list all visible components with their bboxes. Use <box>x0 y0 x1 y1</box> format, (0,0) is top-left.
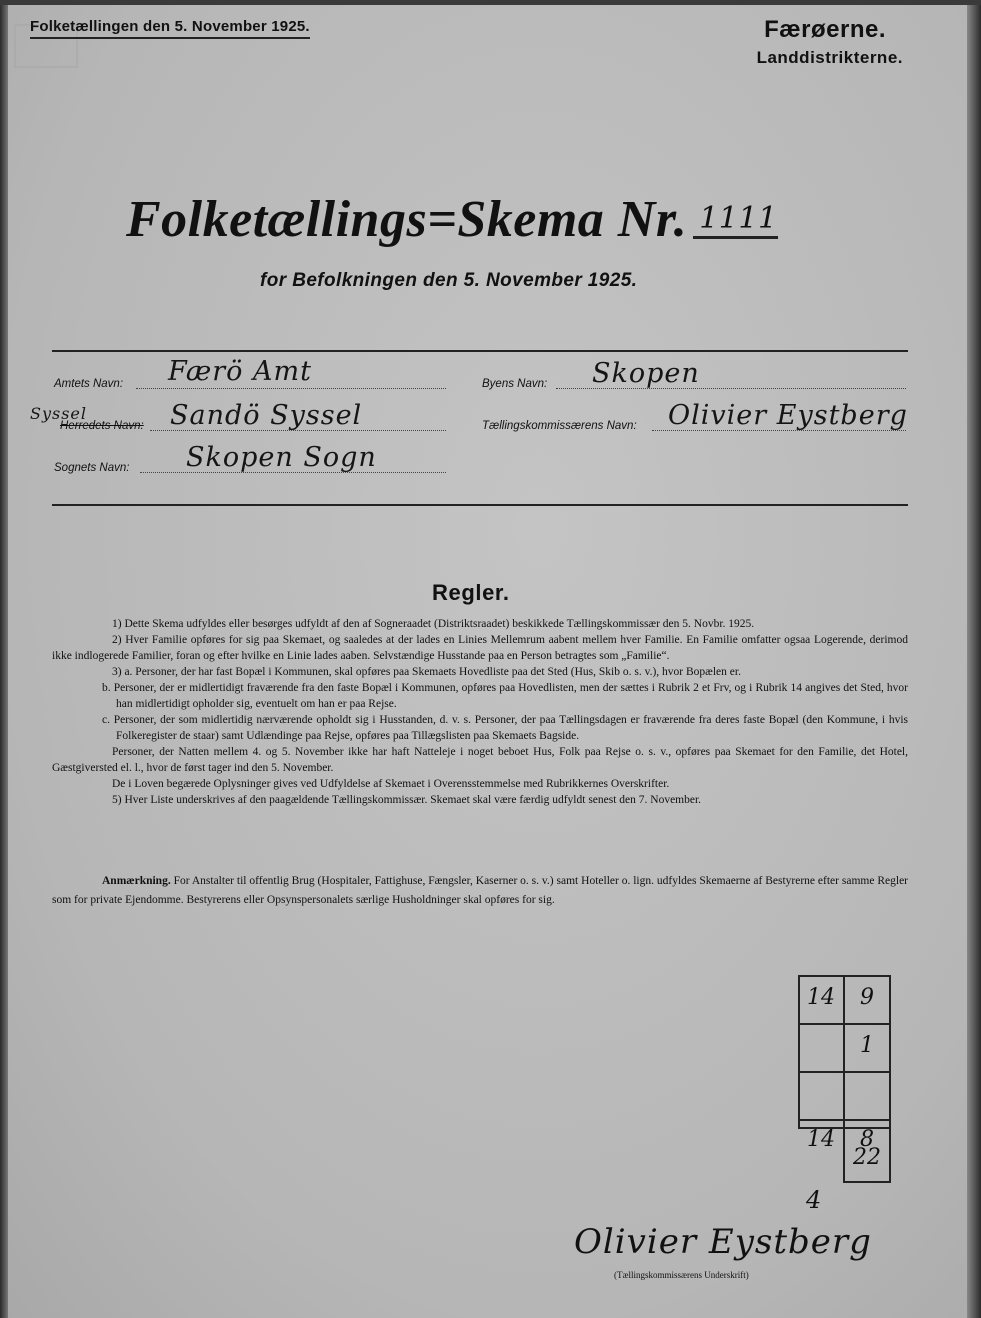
tally-r1-left: 14 <box>807 985 835 1010</box>
kommissaer-label: Tællingskommissærens Navn: <box>482 420 637 432</box>
scan-edge-right <box>967 0 981 1318</box>
rule-4: Personer, der Natten mellem 4. og 5. November ikke har haft Natteleje i noget beboet Hus, Folk paa Rejse o. s. v., opføres paa Skemaet for den Familie, det Hotel, Gæstgiversted el. l., hvor de først tager ind den 5. November. <box>52 746 908 774</box>
rule-2: 2) Hver Familie opføres for sig paa Skemaet, og saaledes at der lades en Linies Mellemrum aabent mellem hver Familie. En Familie omfatter ogsaa Logerende, derimod ikke indlogerede Familier, foran og efter hvilke en Linie lades aaben. Selvstændige Husstande paa en Person betragtes som „Familie“. <box>52 634 908 662</box>
herred-value: Sandö Syssel <box>170 400 363 431</box>
tally-border-right <box>889 975 891 1183</box>
remark-block <box>52 872 908 910</box>
sogn-label: Sognets Navn: <box>54 462 130 474</box>
bottom-divider <box>52 504 908 506</box>
rule-3c: c. Personer, der som midlertidig nærværende opholdt sig i Husstanden, d. v. s. Personer, der paa Tællingsdagen er fraværende fra deres faste Bopæl (den Kommune, i hvis Folkeregister de staar) samt Udlændinge paa Rejse, opføres paa Tillægslisten paa Skemaets Bagside. <box>102 714 908 742</box>
tally-line-2 <box>798 1023 891 1025</box>
rules-heading: Regler. <box>432 580 510 605</box>
district-header: Landdistrikterne. <box>756 48 903 67</box>
tally-r4-right: 8 <box>860 1127 874 1152</box>
tally-line-4 <box>798 1119 891 1121</box>
tally-total: 22 <box>853 1145 881 1170</box>
tally-outside-number: 4 <box>806 1186 822 1214</box>
tally-line-3 <box>798 1071 891 1073</box>
signature: Olivier Eystberg <box>574 1222 872 1262</box>
sogn-value: Skopen Sogn <box>186 442 377 473</box>
form-title: Folketællings=Skema Nr. <box>126 191 688 248</box>
rule-5: 5) Hver Liste underskrives af den paagældende Tællingskommissær. Skemaet skal være færdig udfyldt senest den 7. November. <box>112 794 702 806</box>
top-divider <box>52 350 908 352</box>
remark-text: For Anstalter til offentlig Brug (Hospitaler, Fattighuse, Fængsler, Kaserner o. s. v.) samt Hoteller o. lign. udfyldes Skemaerne af Bestyrerne efter samme Regler som for private Ejendomme. Bestyrerens eller Opsynspersonalets særlige Husholdninger skal opføres for sig. <box>52 875 909 906</box>
remark-label: Anmærkning. <box>102 875 171 887</box>
tally-line-6 <box>843 1181 891 1183</box>
form-subtitle: for Befolkningen den 5. November 1925. <box>260 270 638 291</box>
tally-box <box>798 975 891 1183</box>
by-value: Skopen <box>592 358 700 389</box>
scan-edge-left <box>0 0 8 1318</box>
herred-correction: Syssel <box>30 404 88 423</box>
rule-3b: b. Personer, der er midlertidigt fraværende fra den faste Bopæl i Kommunen, opføres paa Hovedlisten, men der sættes i Rubrik 2 et Frv, og i Rubrik 14 angives det Sted, hvor han midlertidigt opholder sig, eventuelt om han er paa Rejse. <box>102 682 908 710</box>
form-title-block <box>126 190 778 249</box>
kommissaer-value: Olivier Eystberg <box>668 400 908 431</box>
rule-3a: 3) a. Personer, der har fast Bopæl i Kommunen, skal opføres paa Skemaets Hovedliste paa det Sted (Hus, Skib o. s. v.), hvor Bopælen er. <box>112 666 741 678</box>
amt-label: Amtets Navn: <box>54 378 124 390</box>
form-number: 1111 <box>693 201 777 239</box>
signature-caption: (Tællingskommissærens Underskrift) <box>614 1270 749 1280</box>
scan-edge-top <box>0 0 981 5</box>
rule-1: 1) Dette Skema udfyldes eller besørges udfyldt af den af Sogneraadet (Distriktsraadet) beskikkede Tællingskommissær den 5. Novbr. 1925. <box>112 618 755 630</box>
region-header: Færøerne. <box>764 16 886 43</box>
rules-list <box>52 616 908 808</box>
herred-label: Herredets Navn: <box>60 420 144 432</box>
tally-r4-left: 14 <box>807 1127 835 1152</box>
census-date-header: Folketællingen den 5. November 1925. <box>30 18 310 39</box>
amt-value: Færö Amt <box>168 356 312 387</box>
by-label: Byens Navn: <box>482 378 548 390</box>
amt-line <box>136 388 446 389</box>
tally-r1-right: 9 <box>860 985 874 1010</box>
tally-r2-right: 1 <box>860 1033 874 1058</box>
tally-line-1 <box>798 975 891 977</box>
rule-4b: De i Loven begærede Oplysninger gives ved Udfyldelse af Skemaet i Overensstemmelse med Rubrikkernes Overskrifter. <box>112 778 670 790</box>
